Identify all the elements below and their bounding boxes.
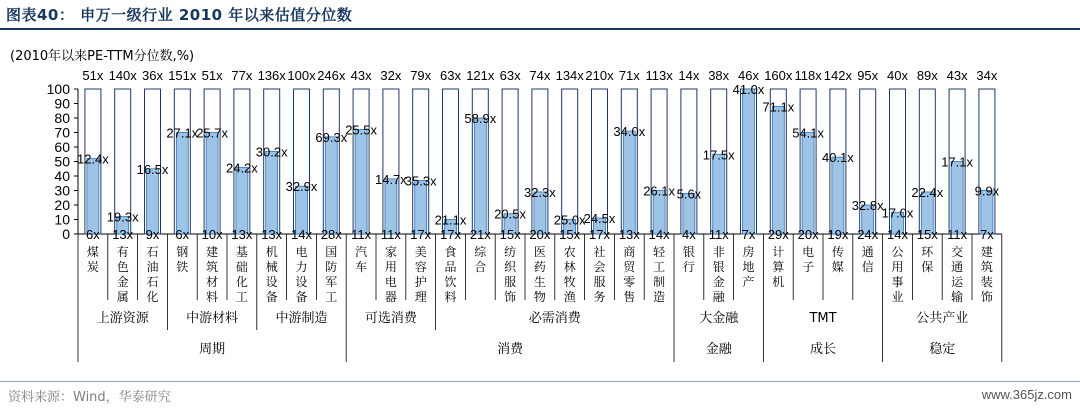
min-pe-label: 17x <box>410 227 432 242</box>
category-label: 公用事业 <box>891 245 904 304</box>
y-axis-label: (2010年以来PE-TTM分位数,%) <box>10 49 195 64</box>
min-pe-label: 10x <box>201 227 223 242</box>
group-label: 中游制造 <box>275 311 328 326</box>
min-pe-label: 14x <box>887 227 908 242</box>
percentile-bar <box>623 131 635 234</box>
max-pe-label: 89x <box>916 68 938 83</box>
current-pe-label: 27.1x <box>166 125 199 141</box>
category-label: 钢铁 <box>176 245 189 274</box>
category-label: 建筑装饰 <box>980 245 993 304</box>
max-pe-label: 79x <box>410 68 432 83</box>
category-label: 通信 <box>861 245 874 274</box>
max-pe-label: 121x <box>466 68 495 83</box>
current-pe-label: 19.3x <box>106 209 139 225</box>
y-tick-label: 40 <box>54 168 70 184</box>
footer-divider <box>0 381 1080 382</box>
figure-title: 图表40： 申万一级行业 2010 年以来估值分位数 <box>6 6 353 24</box>
percentile-bar <box>415 180 427 234</box>
current-pe-label: 41.0x <box>732 82 765 97</box>
min-pe-label: 7x <box>741 227 756 242</box>
max-pe-label: 113x <box>645 68 673 83</box>
max-pe-label: 51x <box>82 68 104 83</box>
category-label: 国防军工 <box>325 245 338 304</box>
current-pe-label: 17.1x <box>941 154 974 170</box>
current-pe-label: 12.4x <box>76 151 109 167</box>
current-pe-label: 54.1x <box>792 125 825 141</box>
current-pe-label: 22.4x <box>911 184 944 200</box>
group-label: 大金融 <box>699 311 739 326</box>
percentile-bar <box>743 89 755 234</box>
min-pe-label: 21x <box>469 227 491 242</box>
category-label: 电力设备 <box>295 245 308 304</box>
current-pe-label: 25.0x <box>553 212 586 228</box>
y-tick-label: 0 <box>62 226 70 242</box>
current-pe-label: 17.5x <box>702 147 735 163</box>
max-pe-label: 51x <box>201 68 223 83</box>
current-pe-label: 14.7x <box>374 171 407 187</box>
min-pe-label: 6x <box>86 227 100 242</box>
max-pe-label: 160x <box>764 68 793 83</box>
category-label: 建筑材料 <box>206 245 219 304</box>
min-pe-label: 11x <box>380 227 401 242</box>
min-pe-label: 28x <box>320 227 342 242</box>
category-label: 机械设备 <box>265 245 278 304</box>
min-pe-label: 13x <box>112 227 134 242</box>
max-pe-label: 63x <box>440 68 461 83</box>
max-pe-label: 14x <box>678 68 700 83</box>
min-pe-label: 11x <box>351 227 372 242</box>
max-pe-label: 46x <box>738 68 759 83</box>
category-label: 环保 <box>921 245 934 274</box>
min-pe-label: 15x <box>499 227 521 242</box>
current-pe-label: 35.3x <box>404 173 437 189</box>
category-label: 传媒 <box>831 245 844 274</box>
current-pe-label: 40.1x <box>821 150 854 166</box>
sector-label: 消费 <box>497 342 524 357</box>
max-pe-label: 134x <box>555 68 584 83</box>
current-pe-label: 17.0x <box>881 205 914 221</box>
percentile-bar <box>236 167 248 234</box>
category-label: 汽车 <box>355 245 368 274</box>
min-pe-label: 11x <box>708 227 729 242</box>
y-tick-label: 20 <box>54 197 70 213</box>
max-pe-label: 71x <box>618 68 640 83</box>
y-tick-label: 70 <box>54 124 70 141</box>
y-tick-label: 60 <box>54 139 70 155</box>
max-pe-label: 140x <box>108 68 137 83</box>
min-pe-label: 13x <box>618 227 640 242</box>
max-pe-label: 32x <box>380 68 402 83</box>
y-tick-label: 90 <box>54 95 70 112</box>
y-tick-label: 80 <box>54 110 70 126</box>
category-label: 计算机 <box>772 245 785 289</box>
max-pe-label: 95x <box>857 68 879 83</box>
max-pe-label: 142x <box>823 68 853 83</box>
category-label: 综合 <box>474 245 487 274</box>
min-pe-label: 20x <box>797 227 819 242</box>
y-tick-label: 30 <box>54 182 70 199</box>
percentile-bar <box>147 169 159 234</box>
min-pe-label: 19x <box>827 227 849 242</box>
current-pe-label: 20.5x <box>494 206 527 222</box>
min-pe-label: 29x <box>767 227 789 242</box>
percentile-bar <box>325 137 337 234</box>
category-label: 社会服务 <box>593 245 606 304</box>
max-pe-label: 118x <box>794 68 822 83</box>
group-label: 中游材料 <box>186 311 239 326</box>
current-pe-label: 16.5x <box>136 161 169 177</box>
max-pe-label: 40x <box>887 68 908 83</box>
current-pe-label: 24.2x <box>225 160 258 176</box>
min-pe-label: 17x <box>589 227 610 242</box>
min-pe-label: 7x <box>980 227 994 242</box>
category-label: 石油石化 <box>146 245 159 304</box>
max-pe-label: 246x <box>317 68 346 83</box>
category-label: 煤炭 <box>86 245 99 274</box>
sector-label: 稳定 <box>929 342 956 357</box>
y-tick-label: 100 <box>46 81 70 97</box>
percentile-bar <box>772 106 784 234</box>
percentile-bar <box>206 133 218 235</box>
percentile-bar <box>474 118 486 234</box>
category-label: 房地产 <box>742 245 755 289</box>
current-pe-label: 24.5x <box>583 211 616 227</box>
percentile-bar <box>802 133 814 235</box>
category-label: 商贸零售 <box>623 245 636 304</box>
percentile-bar <box>355 130 367 234</box>
category-label: 有色金属 <box>116 245 129 304</box>
max-pe-label: 34x <box>976 68 998 83</box>
min-pe-label: 15x <box>916 227 938 242</box>
max-pe-label: 36x <box>142 68 163 83</box>
y-tick-label: 50 <box>54 153 70 170</box>
min-pe-label: 9x <box>145 227 160 242</box>
min-pe-label: 24x <box>857 227 879 242</box>
max-pe-label: 100x <box>287 68 316 83</box>
current-pe-label: 32.3x <box>523 184 556 200</box>
min-pe-label: 4x <box>682 227 696 242</box>
group-label: TMT <box>809 311 837 326</box>
max-pe-label: 77x <box>231 68 253 83</box>
current-pe-label: 25.5x <box>345 122 378 138</box>
percentile-bar <box>176 133 188 235</box>
current-pe-label: 58.9x <box>464 111 497 126</box>
current-pe-label: 21.1x <box>434 212 467 228</box>
sector-label: 成长 <box>809 342 837 357</box>
category-label: 美容护理 <box>414 245 427 304</box>
watermark: www.365jz.com <box>981 387 1072 402</box>
current-pe-label: 5.6x <box>676 186 702 202</box>
max-pe-label: 43x <box>946 68 968 83</box>
min-pe-label: 11x <box>947 227 968 242</box>
percentile-bar <box>87 159 99 234</box>
current-pe-label: 71.1x <box>762 99 795 115</box>
max-pe-label: 74x <box>529 68 551 83</box>
percentile-bar <box>832 157 844 234</box>
group-label: 必需消费 <box>528 311 581 326</box>
min-pe-label: 14x <box>291 227 312 242</box>
min-pe-label: 20x <box>529 227 551 242</box>
current-pe-label: 32.9x <box>285 179 318 195</box>
min-pe-label: 13x <box>231 227 253 242</box>
sector-label: 金融 <box>705 342 732 357</box>
category-label: 纺织服饰 <box>504 245 517 304</box>
current-pe-label: 30.2x <box>255 144 288 160</box>
percentile-bar <box>385 179 397 234</box>
current-pe-label: 34.0x <box>613 124 646 140</box>
category-label: 食品饮料 <box>444 245 457 304</box>
current-pe-label: 26.1x <box>643 183 676 199</box>
pe-percentile-chart <box>0 30 1080 380</box>
max-pe-label: 210x <box>585 68 614 83</box>
percentile-bar <box>713 154 725 234</box>
current-pe-label: 9.9x <box>974 183 1000 199</box>
min-pe-label: 14x <box>648 227 670 242</box>
min-pe-label: 15x <box>559 227 581 242</box>
category-label: 农林牧渔 <box>563 245 576 304</box>
min-pe-label: 6x <box>175 227 190 242</box>
max-pe-label: 136x <box>257 68 286 83</box>
category-label: 电子 <box>802 245 815 274</box>
category-label: 医药生物 <box>533 245 546 304</box>
percentile-bar <box>266 151 278 234</box>
max-pe-label: 151x <box>168 68 197 83</box>
category-label: 银行 <box>682 245 695 274</box>
max-pe-label: 63x <box>499 68 521 83</box>
max-pe-label: 43x <box>350 68 372 83</box>
min-pe-label: 17x <box>440 227 461 242</box>
category-label: 非银金融 <box>712 245 725 304</box>
sector-label: 周期 <box>199 342 226 357</box>
current-pe-label: 69.3x <box>315 129 348 145</box>
category-label: 轻工制造 <box>653 245 666 304</box>
min-pe-label: 13x <box>261 227 283 242</box>
max-pe-label: 38x <box>708 68 730 83</box>
group-label: 可选消费 <box>364 311 417 326</box>
percentile-bar <box>951 162 963 235</box>
current-pe-label: 32.8x <box>851 198 884 213</box>
y-tick-label: 10 <box>54 211 70 228</box>
category-label: 基础化工 <box>235 245 248 304</box>
group-label: 公共产业 <box>916 311 969 326</box>
category-label: 家用电器 <box>384 245 397 304</box>
group-label: 上游资源 <box>96 311 149 326</box>
source-note: 资料来源：Wind，华泰研究 <box>8 390 171 405</box>
current-pe-label: 25.7x <box>196 125 229 141</box>
category-label: 交通运输 <box>951 245 964 304</box>
